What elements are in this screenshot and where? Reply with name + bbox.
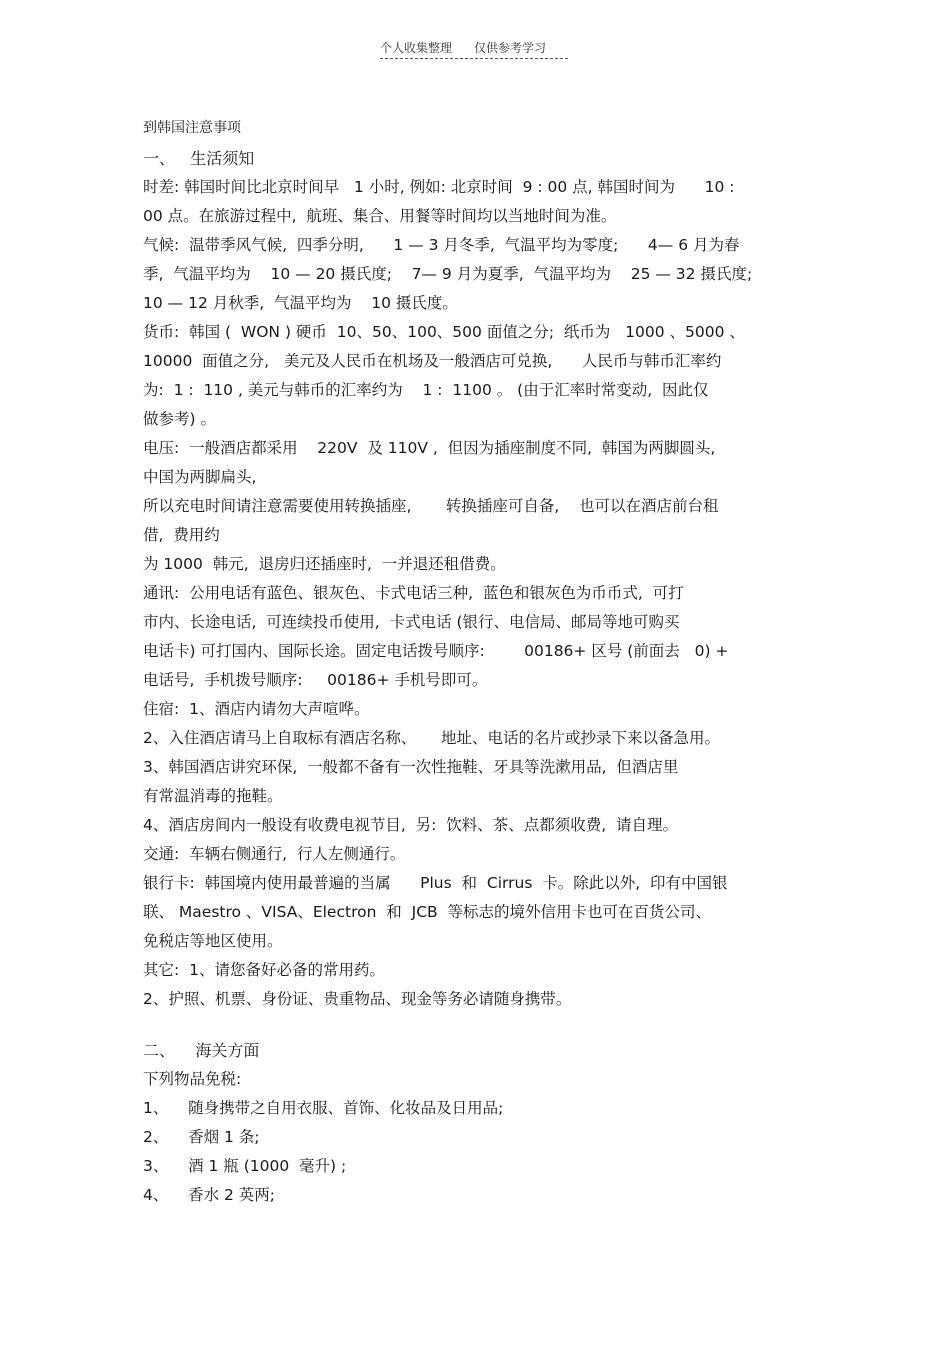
- paragraph-line: 电压: 一般酒店都采用 220V 及 110V , 但因为插座制度不同, 韩国为两脚圆头,: [143, 439, 716, 457]
- section-heading-2: 二、 海关方面: [143, 1041, 260, 1060]
- paragraph-line: 有常温消毒的拖鞋。: [143, 787, 283, 805]
- paragraph-line: 电话卡) 可打国内、国际长途。固定电话拨号顺序: 00186+ 区号 (前面去 0) +: [143, 642, 729, 660]
- paragraph-line: 3、韩国酒店讲究环保, 一般都不备有一次性拖鞋、牙具等洗漱用品, 但酒店里: [143, 758, 679, 776]
- paragraph-line: 电话号, 手机拨号顺序: 00186+ 手机号即可。: [143, 671, 488, 689]
- list-item: 1、 随身携带之自用衣服、首饰、化妆品及日用品;: [143, 1099, 504, 1117]
- page-header: [380, 40, 568, 59]
- paragraph-line: 联、 Maestro 、VISA、Electron 和 JCB 等标志的境外信用卡也可在百货公司、: [143, 903, 711, 921]
- paragraph-line: 通讯: 公用电话有蓝色、银灰色、卡式电话三种, 蓝色和银灰色为币币式, 可打: [143, 584, 684, 602]
- paragraph-line: 2、入住酒店请马上自取标有酒店名称、 地址、电话的名片或抄录下来以备急用。: [143, 729, 720, 747]
- paragraph-line: 气候: 温带季风气候, 四季分明, 1 — 3 月冬季, 气温平均为零度; 4— 6 月为春: [143, 236, 740, 254]
- list-item: 4、 香水 2 英两;: [143, 1186, 276, 1204]
- section-intro: 下列物品免税:: [143, 1070, 242, 1088]
- paragraph-line: 为 1000 韩元, 退房归还插座时, 一并退还租借费。: [143, 555, 506, 573]
- list-item: 2、 香烟 1 条;: [143, 1128, 260, 1146]
- paragraph-line: 2、护照、机票、身份证、贵重物品、现金等务必请随身携带。: [143, 990, 572, 1008]
- paragraph-line: 10000 面值之分, 美元及人民币在机场及一般酒店可兑换, 人民币与韩币汇率约: [143, 352, 722, 370]
- paragraph-line: 10 — 12 月秋季, 气温平均为 10 摄氏度。: [143, 294, 458, 312]
- paragraph-line: 00 点。在旅游过程中, 航班、集合、用餐等时间均以当地时间为准。: [143, 207, 617, 225]
- paragraph-line: 为: 1 : 110 , 美元与韩币的汇率约为 1 : 1100 。 (由于汇率时常变动, 因此仅: [143, 381, 709, 399]
- paragraph-line: 免税店等地区使用。: [143, 932, 283, 950]
- paragraph-line: 货币: 韩国 ( WON ) 硬币 10、50、100、500 面值之分; 纸币为 1000 、5000 、: [143, 323, 745, 341]
- paragraph-line: 银行卡: 韩国境内使用最普遍的当属 Plus 和 Cirrus 卡。除此以外, 印有中国银: [143, 874, 728, 892]
- paragraph-line: 借, 费用约: [143, 526, 220, 544]
- list-item: 3、 酒 1 瓶 (1000 毫升) ;: [143, 1157, 347, 1175]
- header-right-text: 仅供参考学习: [474, 41, 547, 55]
- header-left-text: 个人收集整理: [380, 41, 453, 55]
- paragraph-line: 所以充电时间请注意需要使用转换插座, 转换插座可自备, 也可以在酒店前台租: [143, 497, 719, 515]
- paragraph-line: 市内、长途电话, 可连续投币使用, 卡式电话 (银行、电信局、邮局等地可购买: [143, 613, 680, 631]
- paragraph-line: 季, 气温平均为 10 — 20 摄氏度; 7— 9 月为夏季, 气温平均为 25 — 32 摄氏度;: [143, 265, 753, 283]
- paragraph-line: 做参考) 。: [143, 410, 216, 428]
- paragraph-line: 住宿: 1、酒店内请勿大声喧哗。: [143, 700, 370, 718]
- paragraph-line: 中国为两脚扁头,: [143, 468, 257, 486]
- document-title: 到韩国注意事项: [143, 120, 241, 136]
- paragraph-line: 时差: 韩国时间比北京时间早 1 小时, 例如: 北京时间 9 : 00 点, 韩国时间为 10 :: [143, 178, 735, 196]
- paragraph-line: 4、酒店房间内一般设有收费电视节目, 另: 饮料、茶、点都须收费, 请自理。: [143, 816, 679, 834]
- document-body: [143, 112, 813, 1210]
- section-spacer: [143, 1014, 813, 1036]
- paragraph-line: 交通: 车辆右侧通行, 行人左侧通行。: [143, 845, 406, 863]
- section-heading-1: 一、 生活须知: [143, 149, 255, 168]
- paragraph-line: 其它: 1、请您备好必备的常用药。: [143, 961, 385, 979]
